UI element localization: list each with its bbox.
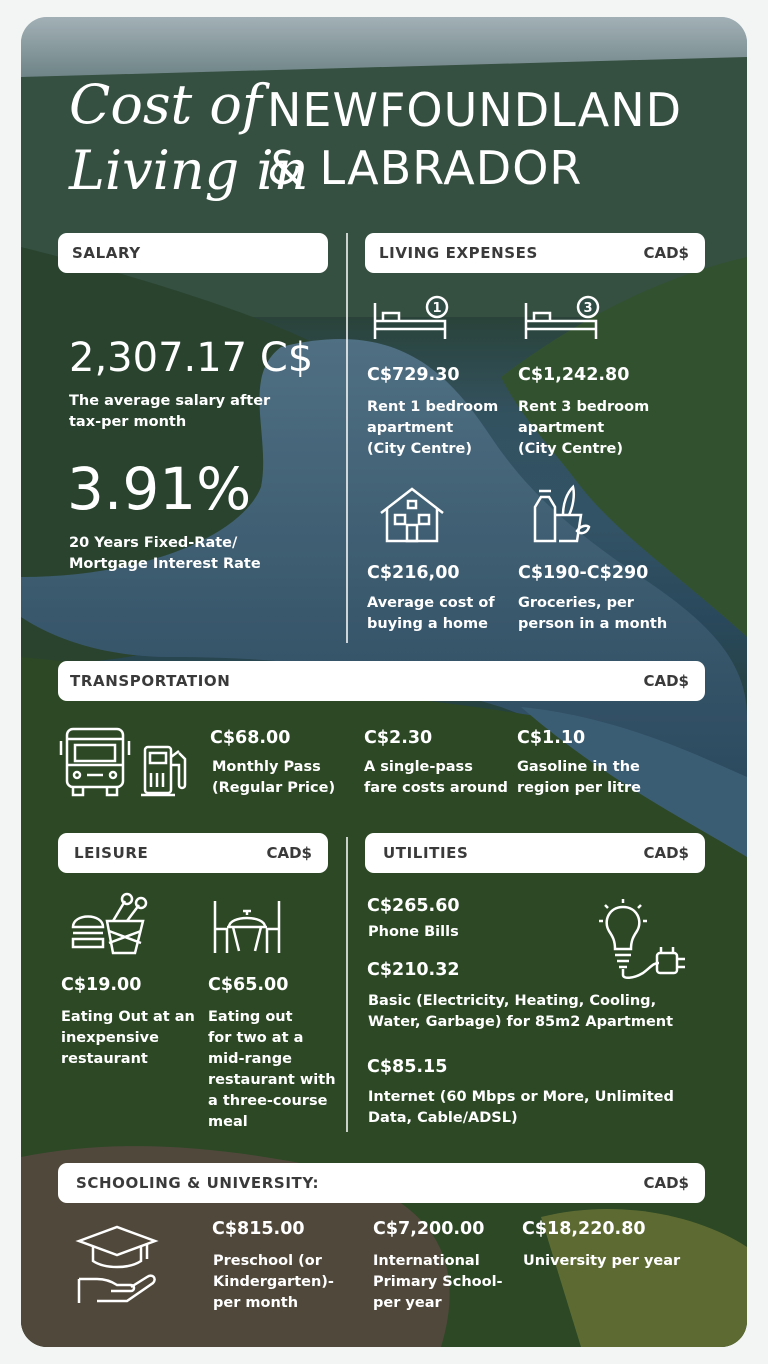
schooling-value-3: C$18,220.80 (522, 1219, 646, 1239)
leisure-desc-2: Eating out for two at a mid-range restaurant with a three-course meal (208, 1009, 336, 1130)
schooling-header (58, 1163, 705, 1203)
transport-value-3: C$1.10 (517, 728, 586, 748)
gas-pump-icon (139, 743, 189, 797)
schooling-desc-1: Preschool (or Kindergarten)- per month (213, 1253, 334, 1311)
bus-icon (57, 725, 133, 797)
living-expenses-currency: CAD$ (643, 244, 689, 262)
salary-amount-desc: The average salary after tax-per month (69, 393, 271, 430)
transport-desc-3: Gasoline in the region per litre (517, 759, 641, 796)
fast-food-icon (69, 891, 151, 955)
salary-header-label: SALARY (72, 244, 141, 262)
vertical-divider-top (346, 233, 348, 643)
title-line1: NEWFOUNDLAND (267, 83, 683, 137)
salary-amount: 2,307.17 C$ (69, 335, 314, 381)
utilities-desc-3: Internet (60 Mbps or More, Unlimited Data, Cable/ADSL) (368, 1089, 674, 1126)
living-value-4: C$190-C$290 (518, 563, 649, 583)
transportation-header-label: TRANSPORTATION (70, 672, 231, 690)
utilities-value-1: C$265.60 (367, 896, 460, 916)
living-desc-3: Average cost of buying a home (367, 595, 495, 632)
transport-value-2: C$2.30 (364, 728, 433, 748)
living-expenses-header-label: LIVING EXPENSES (379, 244, 538, 262)
utilities-value-3: C$85.15 (367, 1057, 448, 1077)
bed-badge-1: 1 (432, 301, 442, 316)
salary-header (58, 233, 328, 273)
lightbulb-plug-icon (597, 897, 687, 981)
schooling-value-1: C$815.00 (212, 1219, 305, 1239)
transport-value-1: C$68.00 (210, 728, 291, 748)
title-line2: & LABRADOR (267, 141, 583, 195)
living-desc-4: Groceries, per person in a month (518, 595, 668, 632)
mortgage-rate: 3.91% (67, 455, 252, 523)
bed-badge-3: 3 (583, 301, 593, 316)
leisure-header-label: LEISURE (74, 844, 149, 862)
title-script-line1: Cost of (69, 73, 262, 136)
infographic-card (21, 17, 747, 1347)
transport-desc-2: A single-pass fare costs around (364, 759, 508, 796)
transportation-currency: CAD$ (643, 672, 689, 690)
utilities-header (365, 833, 705, 873)
utilities-value-2: C$210.32 (367, 960, 460, 980)
house-icon (377, 485, 447, 545)
living-desc-2: Rent 3 bedroom apartment (City Centre) (518, 399, 650, 457)
utilities-desc-1: Phone Bills (368, 924, 459, 940)
utilities-header-label: UTILITIES (383, 844, 469, 862)
leisure-header (58, 833, 328, 873)
schooling-value-2: C$7,200.00 (373, 1219, 485, 1239)
groceries-icon (529, 481, 593, 545)
schooling-desc-3: University per year (523, 1253, 681, 1269)
mortgage-rate-desc: 20 Years Fixed-Rate/ Mortgage Interest Rate (69, 535, 261, 572)
leisure-value-2: C$65.00 (208, 975, 289, 995)
living-expenses-header (365, 233, 705, 273)
vertical-divider-bottom (346, 837, 348, 1132)
leisure-value-1: C$19.00 (61, 975, 142, 995)
graduation-cap-hand-icon (75, 1223, 161, 1307)
dining-table-icon (209, 891, 285, 957)
leisure-desc-1: Eating Out at an inexpensive restaurant (61, 1009, 195, 1067)
living-desc-1: Rent 1 bedroom apartment (City Centre) (367, 399, 499, 457)
transport-desc-1: Monthly Pass (Regular Price) (212, 759, 336, 796)
living-value-1: C$729.30 (367, 365, 460, 385)
living-value-3: C$216,00 (367, 563, 460, 583)
utilities-desc-2: Basic (Electricity, Heating, Cooling, Water, Garbage) for 85m2 Apartment (368, 993, 674, 1030)
bed-icon (371, 293, 451, 343)
schooling-currency: CAD$ (643, 1174, 689, 1192)
utilities-currency: CAD$ (643, 844, 689, 862)
leisure-currency: CAD$ (266, 844, 312, 862)
title-script-line2: Living in (69, 139, 309, 202)
living-value-2: C$1,242.80 (518, 365, 630, 385)
schooling-desc-2: International Primary School- per year (373, 1253, 503, 1311)
bed-icon (522, 293, 602, 343)
schooling-header-label: SCHOOLING & UNIVERSITY: (76, 1174, 320, 1192)
transportation-header (58, 661, 705, 701)
